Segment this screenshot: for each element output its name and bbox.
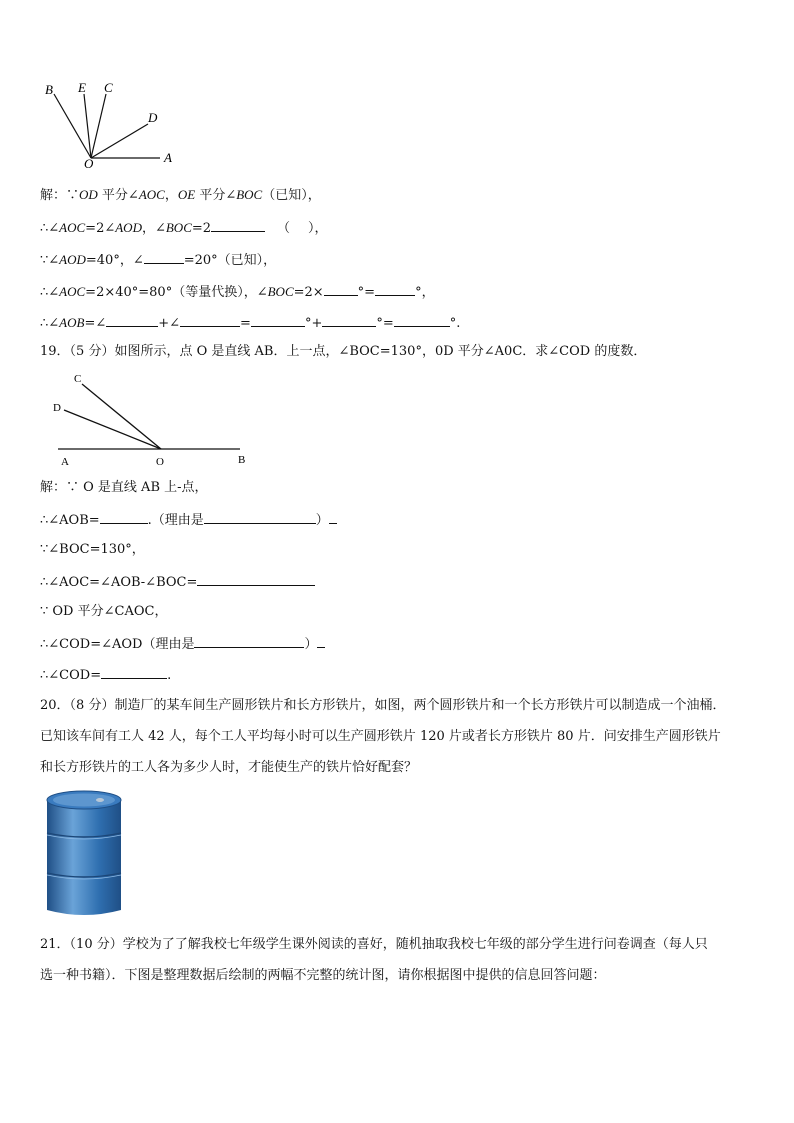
answer-blank[interactable]	[100, 510, 148, 524]
p18-line-1: 解：∵OD 平分∠AOC，OE 平分∠BOC（已知），	[40, 187, 321, 203]
label-B: B	[238, 454, 246, 466]
label-A: A	[164, 150, 172, 165]
q19-solution-6: ∴∠COD=∠AOD（理由是 ）	[40, 634, 325, 654]
p18-line-4: ∴∠AOC=2×40°=80°（等量代换），∠BOC=2× °= °，	[40, 284, 435, 300]
oil-barrel-image	[44, 788, 124, 922]
label-E: E	[78, 80, 86, 95]
label-O: O	[156, 456, 164, 468]
q20-line-2: 已知该车间有工人 42 人，每个工人平均每小时可以生产圆形铁片 120 片或者长方形铁片 80 片．问安排生产圆形铁片	[40, 729, 721, 744]
answer-blank[interactable]	[204, 510, 316, 524]
q21-line-2: 选一种书籍）．下图是整理数据后绘制的两幅不完整的统计图，请你根据图中提供的信息回答问题：	[40, 968, 606, 983]
q19-stem: 19．（5 分）如图所示，点 O 是直线 AB．上一点，∠BOC=130°，0D 平分∠A0C．求∠COD 的度数．	[40, 344, 647, 359]
answer-blank[interactable]	[375, 282, 415, 296]
answer-blank[interactable]	[394, 313, 450, 327]
answer-blank[interactable]	[324, 282, 358, 296]
label-C: C	[104, 80, 113, 95]
answer-blank[interactable]	[194, 634, 304, 648]
q20-line-3: 和长方形铁片的工人各为多少人时，才能使生产的铁片恰好配套？	[40, 760, 418, 775]
answer-blank[interactable]	[211, 218, 265, 232]
label-D: D	[53, 402, 61, 414]
label-O: O	[84, 156, 94, 170]
p18-line-2: ∴∠AOC=2∠AOD，∠BOC=2 （ ），	[40, 220, 328, 236]
answer-blank[interactable]	[322, 313, 376, 327]
q19-solution-5: ∵ OD 平分∠CAOC，	[40, 604, 168, 619]
label-D: D	[148, 110, 158, 125]
q19-solution-3: ∵∠BOC=130°，	[40, 542, 145, 557]
answer-blank[interactable]	[251, 313, 305, 327]
p18-line-5: ∴∠AOB=∠ +∠ = °+ °= °.	[40, 315, 461, 331]
q19-solution-2: ∴∠AOB= .（理由是 ）	[40, 510, 337, 530]
answer-blank[interactable]	[106, 313, 158, 327]
p18-line-3: ∵∠AOD=40°，∠ =20°（已知），	[40, 252, 277, 268]
q20-line-1: 20．（8 分）制造厂的某车间生产圆形铁片和长方形铁片，如图，两个圆形铁片和一个长方形铁片可以制造成一个油桶．	[40, 698, 726, 713]
answer-blank[interactable]	[197, 572, 315, 586]
line-figure-19	[50, 370, 260, 470]
answer-blank[interactable]	[180, 313, 240, 327]
answer-blank[interactable]	[144, 250, 184, 264]
label-C: C	[74, 373, 82, 385]
label-A: A	[61, 456, 69, 468]
label-B: B	[45, 82, 53, 97]
q19-solution-4: ∴∠AOC=∠AOB-∠BOC=	[40, 572, 315, 592]
q19-solution-1: 解：∵ O 是直线 AB 上-点，	[40, 480, 208, 495]
angle-figure-1	[40, 80, 190, 170]
q19-solution-7: ∴∠COD= .	[40, 665, 171, 685]
answer-blank[interactable]	[101, 665, 167, 679]
q21-line-1: 21．（10 分）学校为了了解我校七年级学生课外阅读的喜好，随机抽取我校七年级的部分学生进行问卷调查（每人只	[40, 937, 708, 952]
